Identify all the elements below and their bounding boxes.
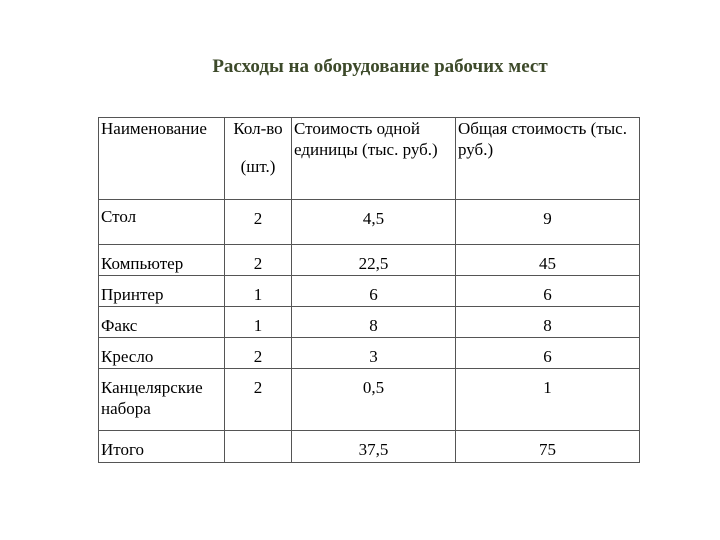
header-qty-line2: (шт.) bbox=[240, 157, 276, 176]
row-unit-cost: 0,5 bbox=[292, 369, 456, 431]
row-name: Компьютер bbox=[99, 245, 225, 276]
row-total-cost: 45 bbox=[456, 245, 640, 276]
row-name: Канцелярские набора bbox=[99, 369, 225, 431]
row-qty: 1 bbox=[225, 276, 292, 307]
table-row bbox=[99, 245, 640, 276]
total-cost: 75 bbox=[456, 431, 640, 463]
total-label: Итого bbox=[99, 431, 225, 463]
equipment-cost-table bbox=[98, 117, 640, 463]
row-qty: 2 bbox=[225, 369, 292, 431]
row-unit-cost: 3 bbox=[292, 338, 456, 369]
table-row bbox=[99, 200, 640, 245]
row-name: Кресло bbox=[99, 338, 225, 369]
table-row bbox=[99, 276, 640, 307]
table-row bbox=[99, 307, 640, 338]
row-name: Принтер bbox=[99, 276, 225, 307]
row-qty: 2 bbox=[225, 245, 292, 276]
row-total-cost: 9 bbox=[456, 200, 640, 245]
row-name: Стол bbox=[99, 200, 225, 245]
total-qty bbox=[225, 431, 292, 463]
header-unit-cost: Стоимость одной единицы (тыс. руб.) bbox=[292, 118, 456, 200]
row-total-cost: 8 bbox=[456, 307, 640, 338]
header-name: Наименование bbox=[99, 118, 225, 200]
row-unit-cost: 22,5 bbox=[292, 245, 456, 276]
table-total-row bbox=[99, 431, 640, 463]
row-qty: 2 bbox=[225, 338, 292, 369]
header-total-cost: Общая стоимость (тыс. руб.) bbox=[456, 118, 640, 200]
total-unit-cost: 37,5 bbox=[292, 431, 456, 463]
row-unit-cost: 6 bbox=[292, 276, 456, 307]
row-name: Факс bbox=[99, 307, 225, 338]
row-unit-cost: 8 bbox=[292, 307, 456, 338]
table-row bbox=[99, 369, 640, 431]
row-total-cost: 1 bbox=[456, 369, 640, 431]
row-qty: 2 bbox=[225, 200, 292, 245]
row-total-cost: 6 bbox=[456, 338, 640, 369]
page-title: Расходы на оборудование рабочих мест bbox=[212, 56, 548, 77]
header-qty-line1: Кол-во bbox=[233, 119, 283, 138]
row-qty: 1 bbox=[225, 307, 292, 338]
header-qty bbox=[225, 118, 292, 200]
table-header-row bbox=[99, 118, 640, 200]
row-total-cost: 6 bbox=[456, 276, 640, 307]
row-unit-cost: 4,5 bbox=[292, 200, 456, 245]
table-row bbox=[99, 338, 640, 369]
